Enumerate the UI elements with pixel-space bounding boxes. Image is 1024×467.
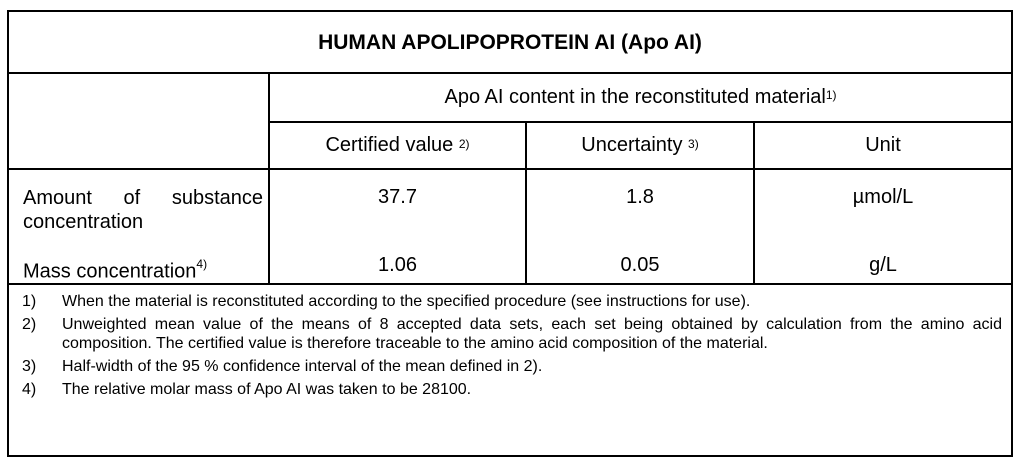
certificate-table: [7, 10, 1013, 457]
column-header-unit: [755, 123, 1011, 168]
row-label-line: concentration: [23, 211, 144, 233]
footnotes: [22, 292, 1002, 403]
column-header-uncertainty: [527, 123, 753, 168]
rule-below-column-headers: [9, 168, 1011, 170]
footnote-text: When the material is reconstituted according to the specified procedure (see instructions for use).: [62, 293, 751, 310]
group-header-note: 1): [825, 88, 837, 102]
column-header-note: 3): [688, 136, 699, 151]
footnote: [22, 315, 1002, 353]
column-header-note: 2): [458, 136, 470, 151]
footnote: [22, 357, 1002, 376]
footnote-text: The relative molar mass of Apo AI was taken to be 28100.: [62, 381, 472, 398]
certified-value-amount: 37.7: [378, 186, 417, 208]
unit-amount: µmol/L: [852, 186, 914, 208]
row-label-note: 4): [196, 257, 208, 271]
table-title: HUMAN APOLIPOPROTEIN AI (Apo AI): [318, 30, 702, 54]
footnote-text: Half-width of the 95 % confidence interval of the mean defined in 2).: [62, 358, 543, 375]
footnote: [22, 380, 1002, 399]
footnote-text: Unweighted mean value of the means of 8 accepted data sets, each set being obtained by calculation from the amino acid composition. The certified value is therefore traceable to the amino acid composition of the material.: [62, 316, 1002, 352]
uncertainty-amount: 1.8: [626, 186, 654, 208]
uncertainty-mass: 0.05: [620, 254, 660, 276]
group-header: [270, 73, 1011, 121]
footnote-number: 4): [22, 381, 37, 398]
column-header-label: Unit: [865, 134, 901, 156]
unit-mass: g/L: [869, 254, 897, 276]
group-header-label: Apo AI content in the reconstituted material: [444, 85, 826, 108]
row-label-line: Amount of substance: [23, 187, 263, 209]
row-label-amount: [23, 186, 263, 234]
column-header-certified: [270, 123, 525, 168]
row-label-mass: [23, 254, 268, 284]
column-header-label: Uncertainty: [581, 134, 683, 156]
footnote: [22, 292, 1002, 311]
row-label-line: Mass concentration: [23, 260, 197, 283]
certified-value-mass: 1.06: [378, 254, 417, 276]
column-header-label: Certified value: [325, 134, 454, 156]
footnote-number: 1): [22, 293, 37, 310]
footnote-number: 3): [22, 358, 37, 375]
footnote-number: 2): [22, 316, 37, 333]
